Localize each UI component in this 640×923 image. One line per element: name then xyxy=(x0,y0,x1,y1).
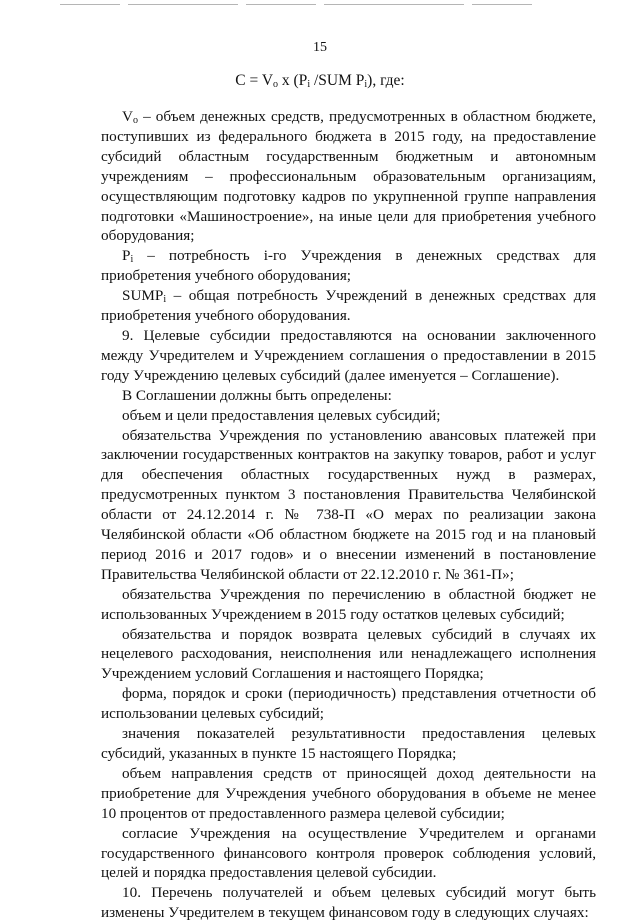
paragraph-agreement-intro: В Соглашении должны быть определены: xyxy=(122,386,392,404)
page-number: 15 xyxy=(313,40,327,55)
paragraph-list-item: объем и цели предоставления целевых субсидий; xyxy=(122,406,441,424)
paragraph-list-item: обязательства Учреждения по установлению авансовых платежей при заключении государственных контрактов на закупку товаров, работ и услуг для обеспечения областных государственных нужд в размерах, предусмотренных пунктом 3 постановления Правительства Челябинской области от 24.12.2014 г. № 738-П «О мерах по реализации закона Челябинской области «Об областном бюджете на 2015 год и на плановый период 2016 и 2017 годов» и о внесении изменений в постановление Правительства Челябинской области от 22.12.2010 г. № 361-П»; xyxy=(101,426,596,583)
paragraph-list-item: согласие Учреждения на осуществление Учредителем и органами государственного финансового контроля проверок соблюдения условий, целей и порядка предоставления целевой субсидии. xyxy=(101,824,596,882)
paragraph-list-item: форма, порядок и сроки (периодичность) представления отчетности об использовании целевых субсидий; xyxy=(101,685,596,723)
paragraph-vo-definition: $V_o$ – объем денежных средств, предусмотренных в областном бюджете, поступивших из федерального бюджета в 2015 году, на предоставление субсидий областным государственным бюджетным и автономным учреждениям – профессиональным образовательным организациям, осуществляющим подготовку кадров по укрупненной группе направления подготовки «Машиностроение», на иные цели для приобретения учебного оборудования; xyxy=(101,108,596,245)
paragraph-list-item: объем направления средств от приносящей доход деятельности на приобретение для Учреждения учебного оборудования в объеме не менее 10 процентов от предоставленного размера целевой субсидии; xyxy=(101,764,596,822)
formula: $C = V_o$ x ($P_i$ /SUM $P_i$), где: xyxy=(235,72,405,90)
paragraph-clause-10: 10. Перечень получателей и объем целевых субсидий могут быть изменены Учредителем в текущем финансовом году в следующих случаях: xyxy=(101,884,596,922)
paragraph-pi-definition: $P_i$ – потребность i-го Учреждения в денежных средствах для приобретения учебного оборудования; xyxy=(101,247,596,285)
document-body xyxy=(101,107,596,923)
paragraph-list-item: обязательства Учреждения по перечислению в областной бюджет не использованных Учреждением в 2015 году остатков целевых субсидий; xyxy=(101,585,596,623)
scan-header-artifact xyxy=(0,0,640,10)
paragraph-list-item: значения показателей результативности предоставления целевых субсидий, указанных в пункте 15 настоящего Порядка; xyxy=(101,725,596,762)
paragraph-list-item: обязательства и порядок возврата целевых субсидий в случаях их нецелевого расходования, неисполнения или ненадлежащего исполнения Учреждением условий Соглашения и настоящего Порядка; xyxy=(101,625,596,683)
paragraph-sump-definition: $SUMP_i$ – общая потребность Учреждений в денежных средствах для приобретения учебного оборудования. xyxy=(101,287,596,325)
paragraph-clause-9: 9. Целевые субсидии предоставляются на основании заключенного между Учредителем и Учреждением соглашения о предоставлении в 2015 году Учреждению целевых субсидий (далее именуется – Соглашение). xyxy=(101,326,596,384)
